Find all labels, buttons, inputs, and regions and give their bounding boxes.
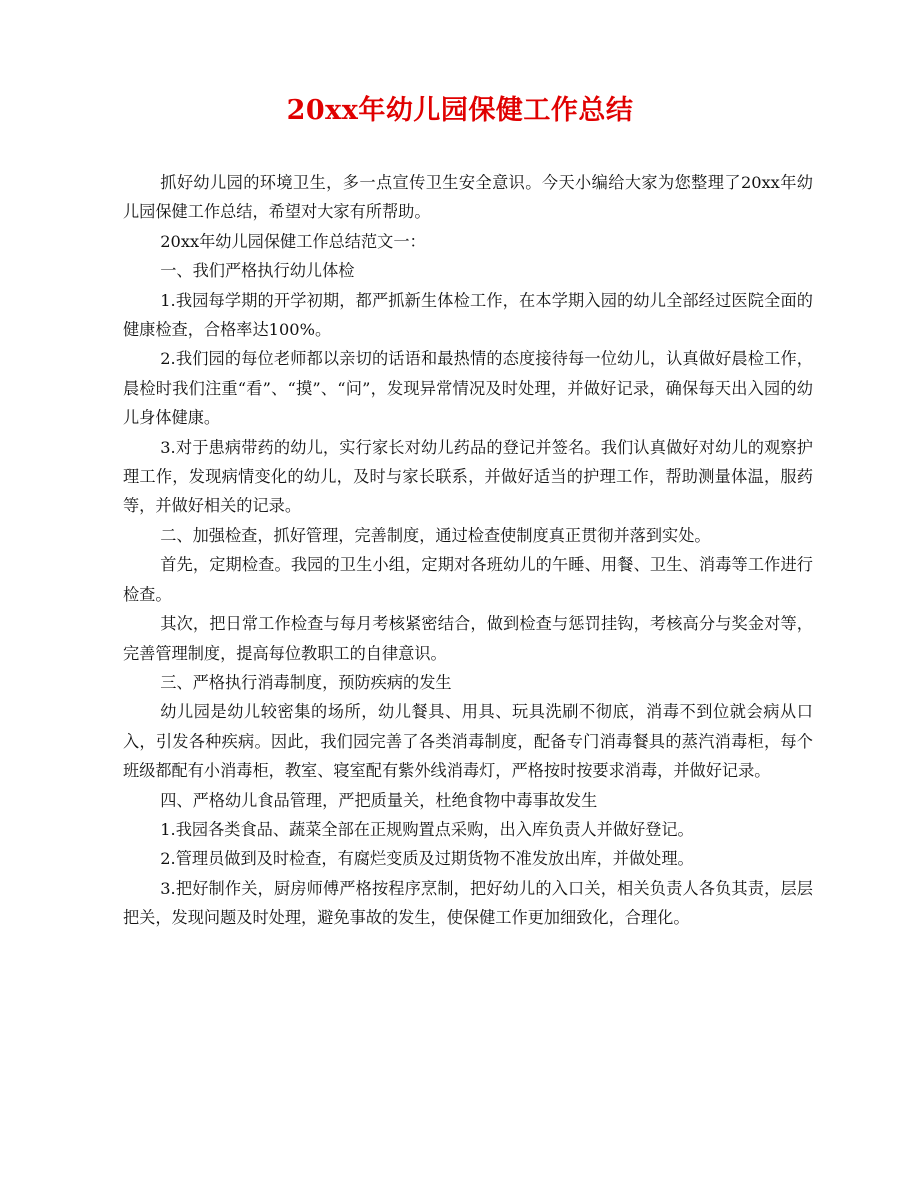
section-heading: 四、严格幼儿食品管理，严把质量关，杜绝食物中毒事故发生 <box>160 790 598 810</box>
section-heading: 二、加强检查，抓好管理，完善制度，通过检查使制度真正贯彻并落到实处。 <box>160 525 711 545</box>
paragraph: 首先，定期检查。我园的卫生小组，定期对各班幼儿的午睡、用餐、卫生、消毒等工作进行检查。 <box>123 555 813 604</box>
paragraph: 幼儿园是幼儿较密集的场所，幼儿餐具、用具、玩具洗刷不彻底，消毒不到位就会病从口入，引发各种疾病。因此，我们园完善了各类消毒制度，配备专门消毒餐具的蒸汽消毒柜，每个班级都配有小消毒柜，教室、寝室配有紫外线消毒灯，严格按时按要求消毒，并做好记录。 <box>123 702 813 781</box>
section-heading: 一、我们严格执行幼儿体检 <box>160 261 355 281</box>
paragraph: 3.把好制作关，厨房师傅严格按程序烹制，把好幼儿的入口关，相关负责人各负其责，层层把关，发现问题及时处理，避免事故的发生，使保健工作更加细致化，合理化。 <box>123 878 813 928</box>
paragraph: 20xx年幼儿园保健工作总结范文一： <box>160 231 426 251</box>
document-title: 20xx年幼儿园保健工作总结 <box>286 95 634 126</box>
paragraph: 2.我们园的每位老师都以亲切的话语和最热情的态度接待每一位幼儿，认真做好晨检工作，晨检时我们注重“看”、“摸”、“问”，发现异常情况及时处理，并做好记录，确保每天出入园的幼儿身体健康。 <box>123 349 813 428</box>
paragraph: 1.我园每学期的开学初期，都严抓新生体检工作，在本学期入园的幼儿全部经过医院全面的健康检查，合格率达100%。 <box>123 290 813 340</box>
paragraph: 3.对于患病带药的幼儿，实行家长对幼儿药品的登记并签名。我们认真做好对幼儿的观察护理工作，发现病情变化的幼儿，及时与家长联系，并做好适当的护理工作，帮助测量体温，服药等，并做好相关的记录。 <box>123 437 813 516</box>
section-heading: 三、严格执行消毒制度，预防疾病的发生 <box>160 672 452 692</box>
document-body <box>123 168 813 933</box>
paragraph: 其次，把日常工作检查与每月考核紧密结合，做到检查与惩罚挂钩，考核高分与奖金对等，完善管理制度，提高每位教职工的自律意识。 <box>123 614 813 663</box>
paragraph: 2.管理员做到及时检查，有腐烂变质及过期货物不准发放出库，并做处理。 <box>160 849 694 869</box>
paragraph: 1.我园各类食品、蔬菜全部在正规购置点采购，出入库负责人并做好登记。 <box>160 819 694 839</box>
paragraph: 抓好幼儿园的环境卫生，多一点宣传卫生安全意识。今天小编给大家为您整理了20xx年幼儿园保健工作总结，希望对大家有所帮助。 <box>123 173 813 222</box>
